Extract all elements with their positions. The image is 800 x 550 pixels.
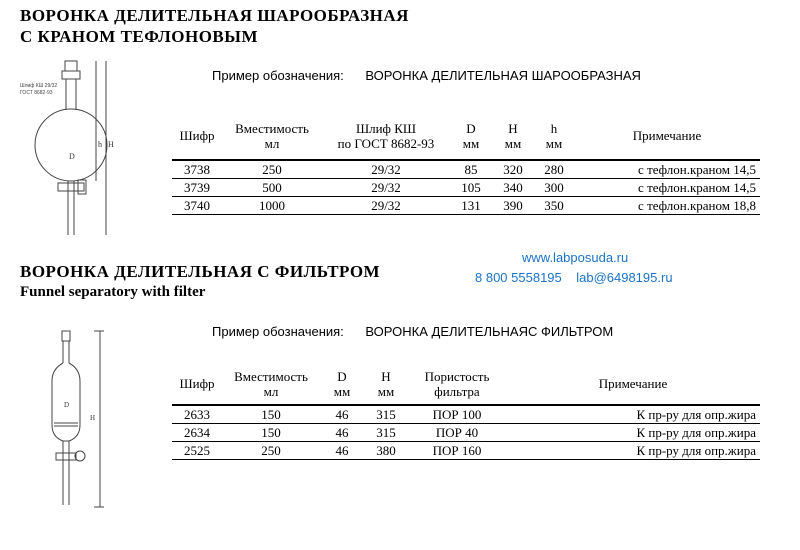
spherical-funnel-drawing — [18, 55, 128, 245]
cell-joint: 29/32 — [322, 179, 450, 197]
email-link[interactable]: lab@6498195.ru — [576, 270, 673, 285]
section1-example-label: Пример обозначения: — [212, 68, 344, 83]
col-note: Примечание — [574, 112, 760, 160]
cell-note: К пр-ру для опр.жира — [506, 424, 760, 442]
cell-code: 3738 — [172, 160, 222, 179]
section1-table — [172, 112, 760, 215]
cell-h-small: 350 — [534, 197, 574, 215]
cell-d: 46 — [320, 424, 364, 442]
section2-title-ru: ВОРОНКА ДЕЛИТЕЛЬНАЯ С ФИЛЬТРОМ — [20, 262, 381, 281]
cell-volume: 250 — [222, 160, 322, 179]
col-volume: Вместимость мл — [222, 112, 322, 160]
cell-d: 46 — [320, 405, 364, 424]
cell-d: 46 — [320, 442, 364, 460]
section2-example-value: ВОРОНКА ДЕЛИТЕЛЬНАЯС ФИЛЬТРОМ — [365, 324, 614, 339]
col-h-small: h мм — [534, 112, 574, 160]
cell-volume: 150 — [222, 405, 320, 424]
phone-number[interactable]: 8 800 5558195 — [475, 270, 562, 285]
cell-volume: 150 — [222, 424, 320, 442]
col-volume: Вместимость мл — [222, 363, 320, 405]
table-row — [172, 197, 760, 215]
cell-d: 105 — [450, 179, 492, 197]
cell-d: 85 — [450, 160, 492, 179]
contacts-line — [475, 270, 673, 285]
col-h-big: H мм — [364, 363, 408, 405]
section1-title-line2: С КРАНОМ ТЕФЛОНОВЫМ — [20, 27, 258, 46]
col-code: Шифр — [172, 112, 222, 160]
section2-example-label: Пример обозначения: — [212, 324, 344, 339]
cell-h-small: 300 — [534, 179, 574, 197]
section2-title-en: Funnel separatory with filter — [20, 284, 206, 300]
cell-h-big: 315 — [364, 405, 408, 424]
cell-code: 3740 — [172, 197, 222, 215]
drawing2-label-d: D — [64, 401, 70, 409]
cell-h-big: 380 — [364, 442, 408, 460]
cell-h-big: 320 — [492, 160, 534, 179]
cell-volume: 500 — [222, 179, 322, 197]
table-row — [172, 424, 760, 442]
drawing2-label-H: H — [90, 414, 96, 422]
cell-h-big: 315 — [364, 424, 408, 442]
cell-h-big: 390 — [492, 197, 534, 215]
section2-example — [212, 324, 613, 339]
cell-joint: 29/32 — [322, 197, 450, 215]
cell-note: К пр-ру для опр.жира — [506, 405, 760, 424]
cell-d: 131 — [450, 197, 492, 215]
col-porosity: Пористость фильтра — [408, 363, 506, 405]
section2-table — [172, 363, 760, 460]
col-d: D мм — [450, 112, 492, 160]
drawing1-label-gost: ГОСТ 8682-93 — [20, 90, 53, 96]
filter-funnel-drawing — [40, 325, 120, 540]
table-row — [172, 160, 760, 179]
col-h-big: H мм — [492, 112, 534, 160]
section1-example — [212, 68, 641, 83]
cell-code: 2525 — [172, 442, 222, 460]
cell-note: с тефлон.краном 14,5 — [574, 160, 760, 179]
table-row — [172, 442, 760, 460]
cell-note: с тефлон.краном 18,8 — [574, 197, 760, 215]
col-code: Шифр — [172, 363, 222, 405]
drawing1-label-d: D — [69, 152, 75, 161]
col-note: Примечание — [506, 363, 760, 405]
cell-volume: 1000 — [222, 197, 322, 215]
section1-title-line1: ВОРОНКА ДЕЛИТЕЛЬНАЯ ШАРООБРАЗНАЯ — [20, 6, 409, 25]
cell-porosity: ПОР 160 — [408, 442, 506, 460]
cell-h-big: 340 — [492, 179, 534, 197]
drawing1-label-h: h — [98, 140, 102, 149]
col-d: D мм — [320, 363, 364, 405]
cell-code: 3739 — [172, 179, 222, 197]
cell-note: К пр-ру для опр.жира — [506, 442, 760, 460]
drawing1-label-joint: Шлиф КШ 29/32 — [20, 83, 58, 89]
website-link[interactable]: www.labposuda.ru — [522, 250, 629, 265]
cell-code: 2634 — [172, 424, 222, 442]
cell-code: 2633 — [172, 405, 222, 424]
cell-porosity: ПОР 40 — [408, 424, 506, 442]
drawing1-label-H: H — [108, 140, 114, 149]
table-row — [172, 405, 760, 424]
col-joint: Шлиф КШ по ГОСТ 8682-93 — [322, 112, 450, 160]
cell-porosity: ПОР 100 — [408, 405, 506, 424]
table-row — [172, 179, 760, 197]
cell-note: с тефлон.краном 14,5 — [574, 179, 760, 197]
section1-example-value: ВОРОНКА ДЕЛИТЕЛЬНАЯ ШАРООБРАЗНАЯ — [365, 68, 641, 83]
cell-volume: 250 — [222, 442, 320, 460]
cell-joint: 29/32 — [322, 160, 450, 179]
cell-h-small: 280 — [534, 160, 574, 179]
